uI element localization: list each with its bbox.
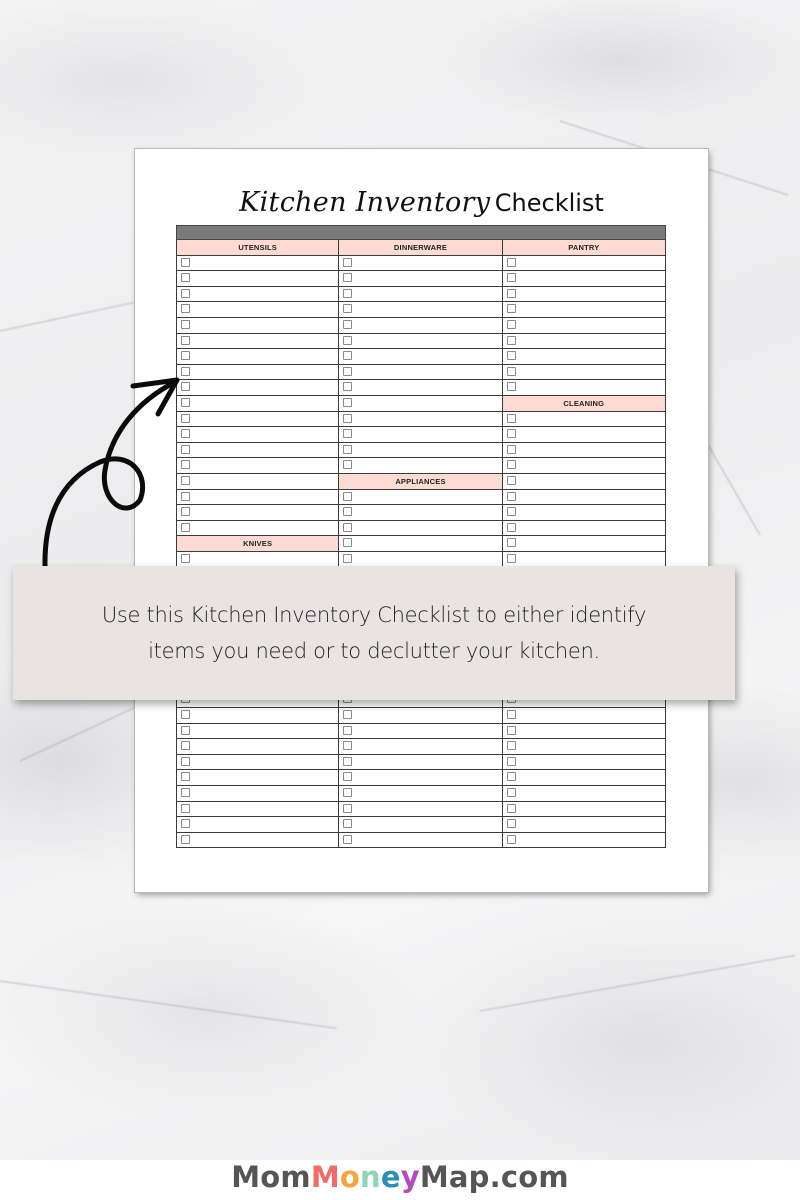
brand-text-part: Map.com [419, 1160, 569, 1194]
brand-text-part: o [339, 1160, 360, 1194]
brand-text-part: e [380, 1160, 401, 1194]
brand-text-part: n [360, 1160, 381, 1194]
section-label: DINNERWARE [393, 242, 448, 252]
description-banner [13, 566, 735, 700]
title-plain: Checklist [494, 189, 604, 217]
section-label: CLEANING [563, 398, 605, 408]
banner-line-1: Use this Kitchen Inventory Checklist to either identify [101, 603, 647, 627]
section-label: APPLIANCES [395, 476, 446, 486]
banner-line-2: items you need or to declutter your kitchen. [148, 639, 600, 663]
brand-text-part: M [310, 1160, 340, 1194]
section-label: KNIVES [243, 539, 273, 549]
title-script: Kitchen Inventory [239, 187, 491, 218]
section-label: UTENSILS [238, 242, 277, 252]
brand-text-part: Mom [231, 1160, 311, 1194]
brand-text-part: y [400, 1160, 420, 1194]
section-label: PANTRY [568, 242, 600, 252]
brand-logo[interactable] [0, 1160, 800, 1194]
